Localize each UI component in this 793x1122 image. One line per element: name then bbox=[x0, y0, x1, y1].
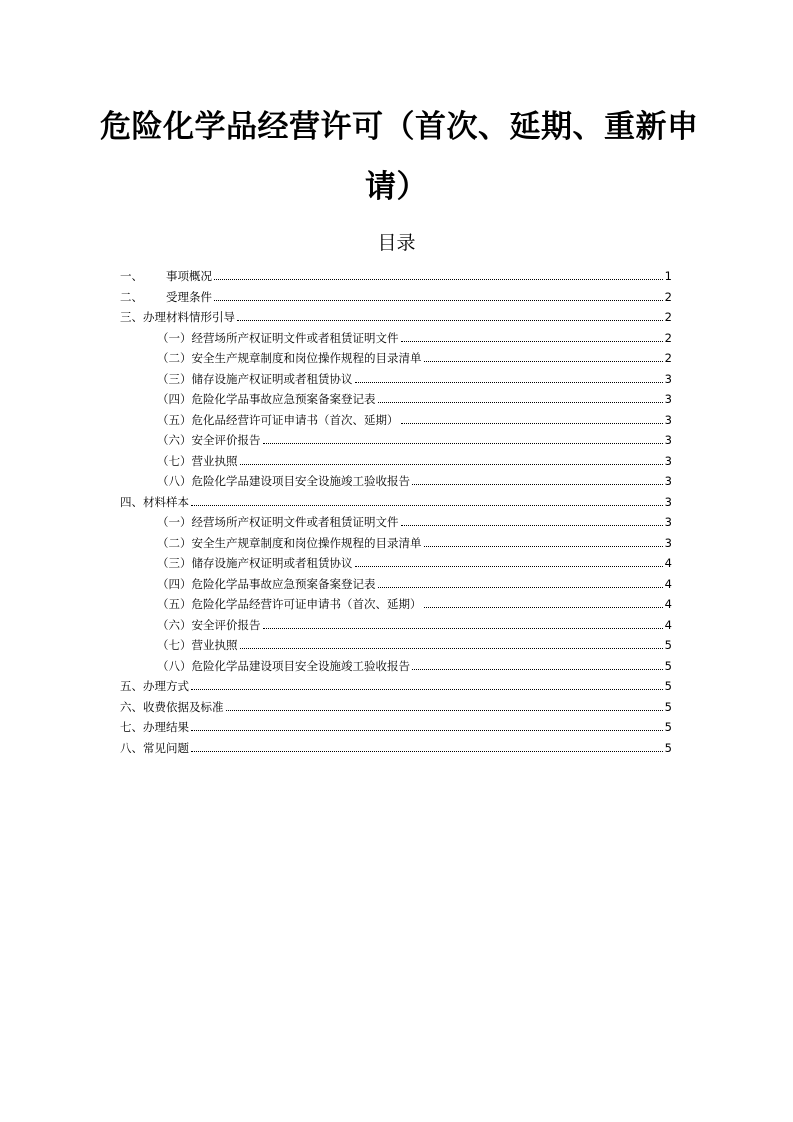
toc-entry-label: （八）危险化学品建设项目安全设施竣工验收报告 bbox=[157, 658, 410, 673]
toc-subentry[interactable] bbox=[120, 430, 672, 451]
toc-leader bbox=[401, 423, 663, 424]
toc-entry-label: 办理材料情形引导 bbox=[143, 310, 235, 324]
toc-leader bbox=[378, 587, 663, 588]
toc-entry-page: 3 bbox=[664, 371, 672, 386]
toc-entry-label: （七）营业执照 bbox=[157, 453, 238, 468]
toc-subentry[interactable] bbox=[120, 451, 672, 472]
toc-leader bbox=[424, 361, 663, 362]
toc-entry-number: 七、 bbox=[120, 720, 143, 734]
toc-entry-page: 3 bbox=[664, 515, 672, 529]
toc-leader bbox=[240, 464, 663, 465]
toc-leader bbox=[412, 484, 663, 485]
toc-entry[interactable] bbox=[120, 738, 672, 759]
toc-subentry[interactable] bbox=[120, 328, 672, 349]
toc-entry-label: 办理方式 bbox=[143, 679, 189, 693]
toc-entry-label: （五）危化品经营许可证申请书（首次、延期） bbox=[157, 412, 399, 427]
toc-subentry[interactable] bbox=[120, 553, 672, 574]
toc-entry-number: 四、 bbox=[120, 494, 143, 509]
toc-entry-number: 五、 bbox=[120, 679, 143, 693]
toc-leader bbox=[424, 546, 663, 547]
toc-entry-label: （二）安全生产规章制度和岗位操作规程的目录清单 bbox=[157, 351, 422, 365]
toc-entry-label: （五）危险化学品经营许可证申请书（首次、延期） bbox=[157, 597, 422, 611]
toc-entry-page: 5 bbox=[664, 679, 672, 693]
toc-leader bbox=[412, 669, 663, 670]
toc-entry-label: （七）营业执照 bbox=[157, 638, 238, 652]
toc-entry-page: 3 bbox=[664, 392, 672, 406]
toc-subentry[interactable] bbox=[120, 389, 672, 410]
toc-entry-label: 办理结果 bbox=[143, 720, 189, 734]
toc-entry-page: 3 bbox=[664, 412, 672, 427]
toc-entry-page: 5 bbox=[664, 699, 672, 714]
toc-leader bbox=[240, 648, 663, 649]
toc-entry-page: 3 bbox=[664, 453, 672, 468]
toc-entry[interactable] bbox=[120, 492, 672, 513]
toc-leader bbox=[263, 628, 663, 629]
toc-entry-label: （二）安全生产规章制度和岗位操作规程的目录清单 bbox=[157, 535, 422, 550]
toc-entry-page: 5 bbox=[664, 638, 672, 652]
toc-subentry[interactable] bbox=[120, 471, 672, 492]
toc-leader bbox=[214, 279, 663, 280]
toc-leader bbox=[226, 710, 663, 711]
toc-entry-page: 2 bbox=[664, 330, 672, 345]
toc-entry-page: 4 bbox=[664, 617, 672, 632]
toc-entry[interactable] bbox=[120, 287, 672, 308]
toc-leader bbox=[191, 505, 663, 506]
toc-entry-page: 3 bbox=[664, 433, 672, 447]
toc-entry-label: 材料样本 bbox=[143, 494, 189, 509]
toc-entry-number: 八、 bbox=[120, 740, 143, 755]
toc-subentry[interactable] bbox=[120, 512, 672, 533]
toc-subentry[interactable] bbox=[120, 369, 672, 390]
toc-entry-label: （六）安全评价报告 bbox=[157, 617, 261, 632]
toc-leader bbox=[424, 607, 663, 608]
toc-entry-label: （三）储存设施产权证明或者租赁协议 bbox=[157, 556, 353, 570]
toc-entry-label: （三）储存设施产权证明或者租赁协议 bbox=[157, 371, 353, 386]
toc-entry-label: 收费依据及标准 bbox=[143, 699, 224, 714]
toc-subentry[interactable] bbox=[120, 533, 672, 554]
toc-subentry[interactable] bbox=[120, 656, 672, 677]
toc-leader bbox=[355, 566, 663, 567]
table-of-contents bbox=[120, 266, 672, 758]
toc-entry-label: 常见问题 bbox=[143, 740, 189, 755]
toc-entry[interactable] bbox=[120, 266, 672, 287]
toc-leader bbox=[401, 525, 663, 526]
toc-entry-number: 三、 bbox=[120, 310, 143, 324]
toc-entry-label: （六）安全评价报告 bbox=[157, 433, 261, 447]
toc-entry-label: 事项概况 bbox=[166, 269, 212, 283]
toc-subentry[interactable] bbox=[120, 635, 672, 656]
toc-entry-label: （八）危险化学品建设项目安全设施竣工验收报告 bbox=[157, 474, 410, 488]
toc-entry-label: （一）经营场所产权证明文件或者租赁证明文件 bbox=[157, 330, 399, 345]
toc-leader bbox=[263, 443, 663, 444]
document-title-line-2: 请） bbox=[365, 169, 428, 205]
toc-entry-page: 3 bbox=[664, 494, 672, 509]
toc-entry[interactable] bbox=[120, 307, 672, 328]
toc-subentry[interactable] bbox=[120, 594, 672, 615]
toc-leader bbox=[191, 751, 663, 752]
toc-entry-number: 六、 bbox=[120, 699, 143, 714]
toc-entry[interactable] bbox=[120, 717, 672, 738]
toc-subentry[interactable] bbox=[120, 615, 672, 636]
toc-entry-page: 4 bbox=[664, 597, 672, 611]
toc-entry-number: 一、 bbox=[120, 269, 143, 283]
toc-subentry[interactable] bbox=[120, 410, 672, 431]
toc-leader bbox=[214, 300, 663, 301]
toc-entry-label: 受理条件 bbox=[166, 289, 212, 304]
toc-entry-page: 4 bbox=[664, 556, 672, 570]
toc-entry-label: （四）危险化学品事故应急预案备案登记表 bbox=[157, 576, 376, 591]
toc-leader bbox=[355, 382, 663, 383]
toc-entry-page: 1 bbox=[664, 269, 672, 283]
toc-entry[interactable] bbox=[120, 697, 672, 718]
toc-entry-page: 4 bbox=[664, 576, 672, 591]
toc-heading: 目录 bbox=[377, 232, 416, 254]
toc-entry[interactable] bbox=[120, 676, 672, 697]
toc-entry-page: 5 bbox=[664, 740, 672, 755]
toc-entry-page: 3 bbox=[664, 474, 672, 488]
toc-subentry[interactable] bbox=[120, 348, 672, 369]
toc-entry-number: 二、 bbox=[120, 289, 143, 304]
document-title-line-1: 危险化学品经营许可（首次、延期、重新申 bbox=[100, 109, 699, 145]
toc-entry-page: 2 bbox=[664, 351, 672, 365]
toc-subentry[interactable] bbox=[120, 574, 672, 595]
toc-entry-label: （一）经营场所产权证明文件或者租赁证明文件 bbox=[157, 515, 399, 529]
toc-entry-page: 2 bbox=[664, 310, 672, 324]
toc-leader bbox=[378, 402, 663, 403]
toc-leader bbox=[191, 730, 663, 731]
toc-entry-page: 5 bbox=[664, 720, 672, 734]
toc-leader bbox=[401, 341, 663, 342]
toc-leader bbox=[191, 689, 663, 690]
toc-entry-label: （四）危险化学品事故应急预案备案登记表 bbox=[157, 392, 376, 406]
toc-leader bbox=[237, 320, 663, 321]
toc-entry-page: 3 bbox=[664, 535, 672, 550]
toc-entry-page: 5 bbox=[664, 658, 672, 673]
toc-entry-page: 2 bbox=[664, 289, 672, 304]
